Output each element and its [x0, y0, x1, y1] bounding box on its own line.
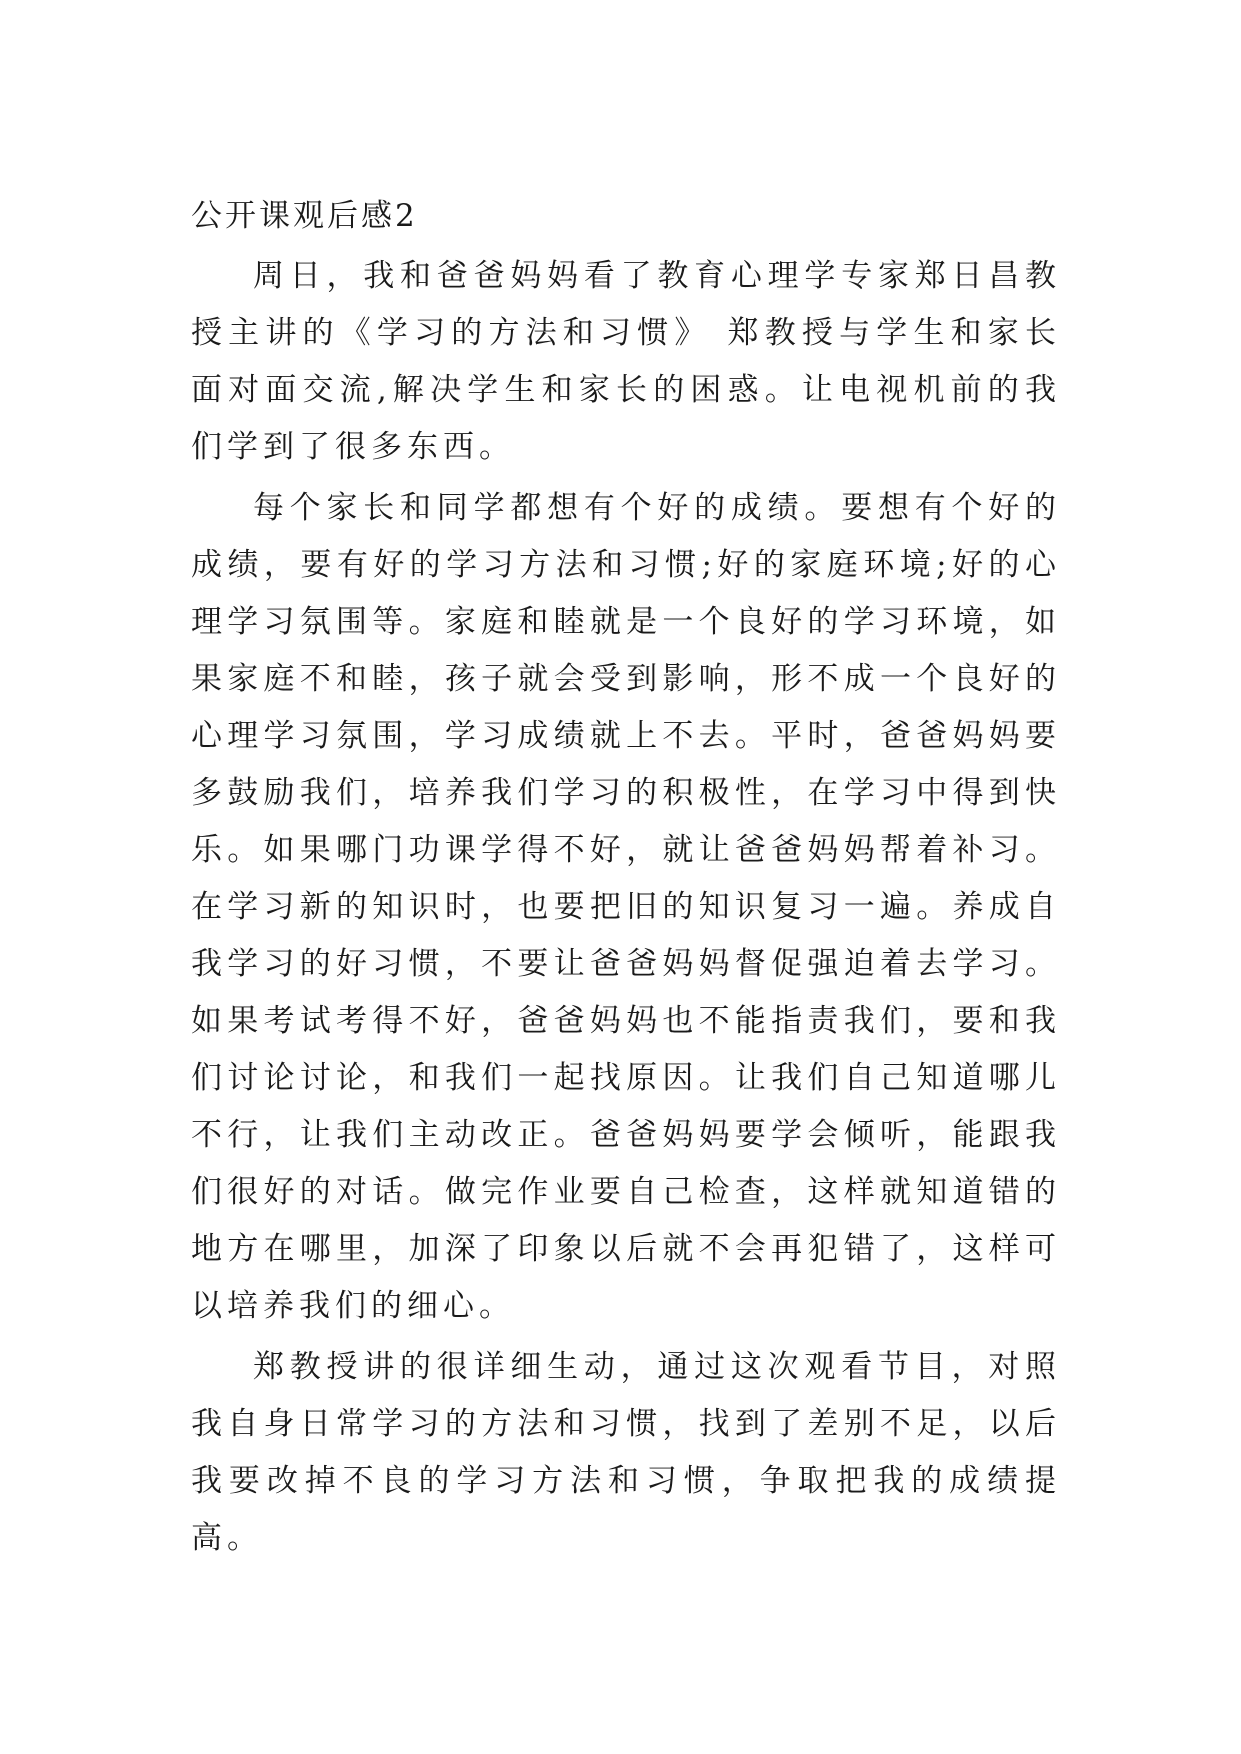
paragraph-3: 郑教授讲的很详细生动，通过这次观看节目，对照我自身日常学习的方法和习惯，找到了差别不足，以后我要改掉不良的学习方法和习惯，争取把我的成绩提高。 — [191, 1349, 1061, 1556]
document-body — [191, 188, 1061, 1571]
paragraph-2: 每个家长和同学都想有个好的成绩。要想有个好的成绩，要有好的学习方法和习惯;好的家庭环境;好的心理学习氛围等。家庭和睦就是一个良好的学习环境，如果家庭不和睦，孩子就会受到影响，形不成一个良好的心理学习氛围，学习成绩就上不去。平时，爸爸妈妈要多鼓励我们，培养我们学习的积极性，在学习中得到快乐。如果哪门功课学得不好，就让爸爸妈妈帮着补习。在学习新的知识时，也要把旧的知识复习一遍。养成自我学习的好习惯，不要让爸爸妈妈督促强迫着去学习。如果考试考得不好，爸爸妈妈也不能指责我们，要和我们讨论讨论，和我们一起找原因。让我们自己知道哪儿不行，让我们主动改正。爸爸妈妈要学会倾听，能跟我们很好的对话。做完作业要自己检查，这样就知道错的地方在哪里，加深了印象以后就不会再犯错了，这样可以培养我们的细心。 — [191, 490, 1061, 1324]
paragraph-1: 周日，我和爸爸妈妈看了教育心理学专家郑日昌教授主讲的《学习的方法和习惯》 郑教授与学生和家长面对面交流,解决学生和家长的困惑。让电视机前的我们学到了很多东西。 — [191, 258, 1061, 465]
document-title: 公开课观后感2 — [191, 198, 418, 234]
